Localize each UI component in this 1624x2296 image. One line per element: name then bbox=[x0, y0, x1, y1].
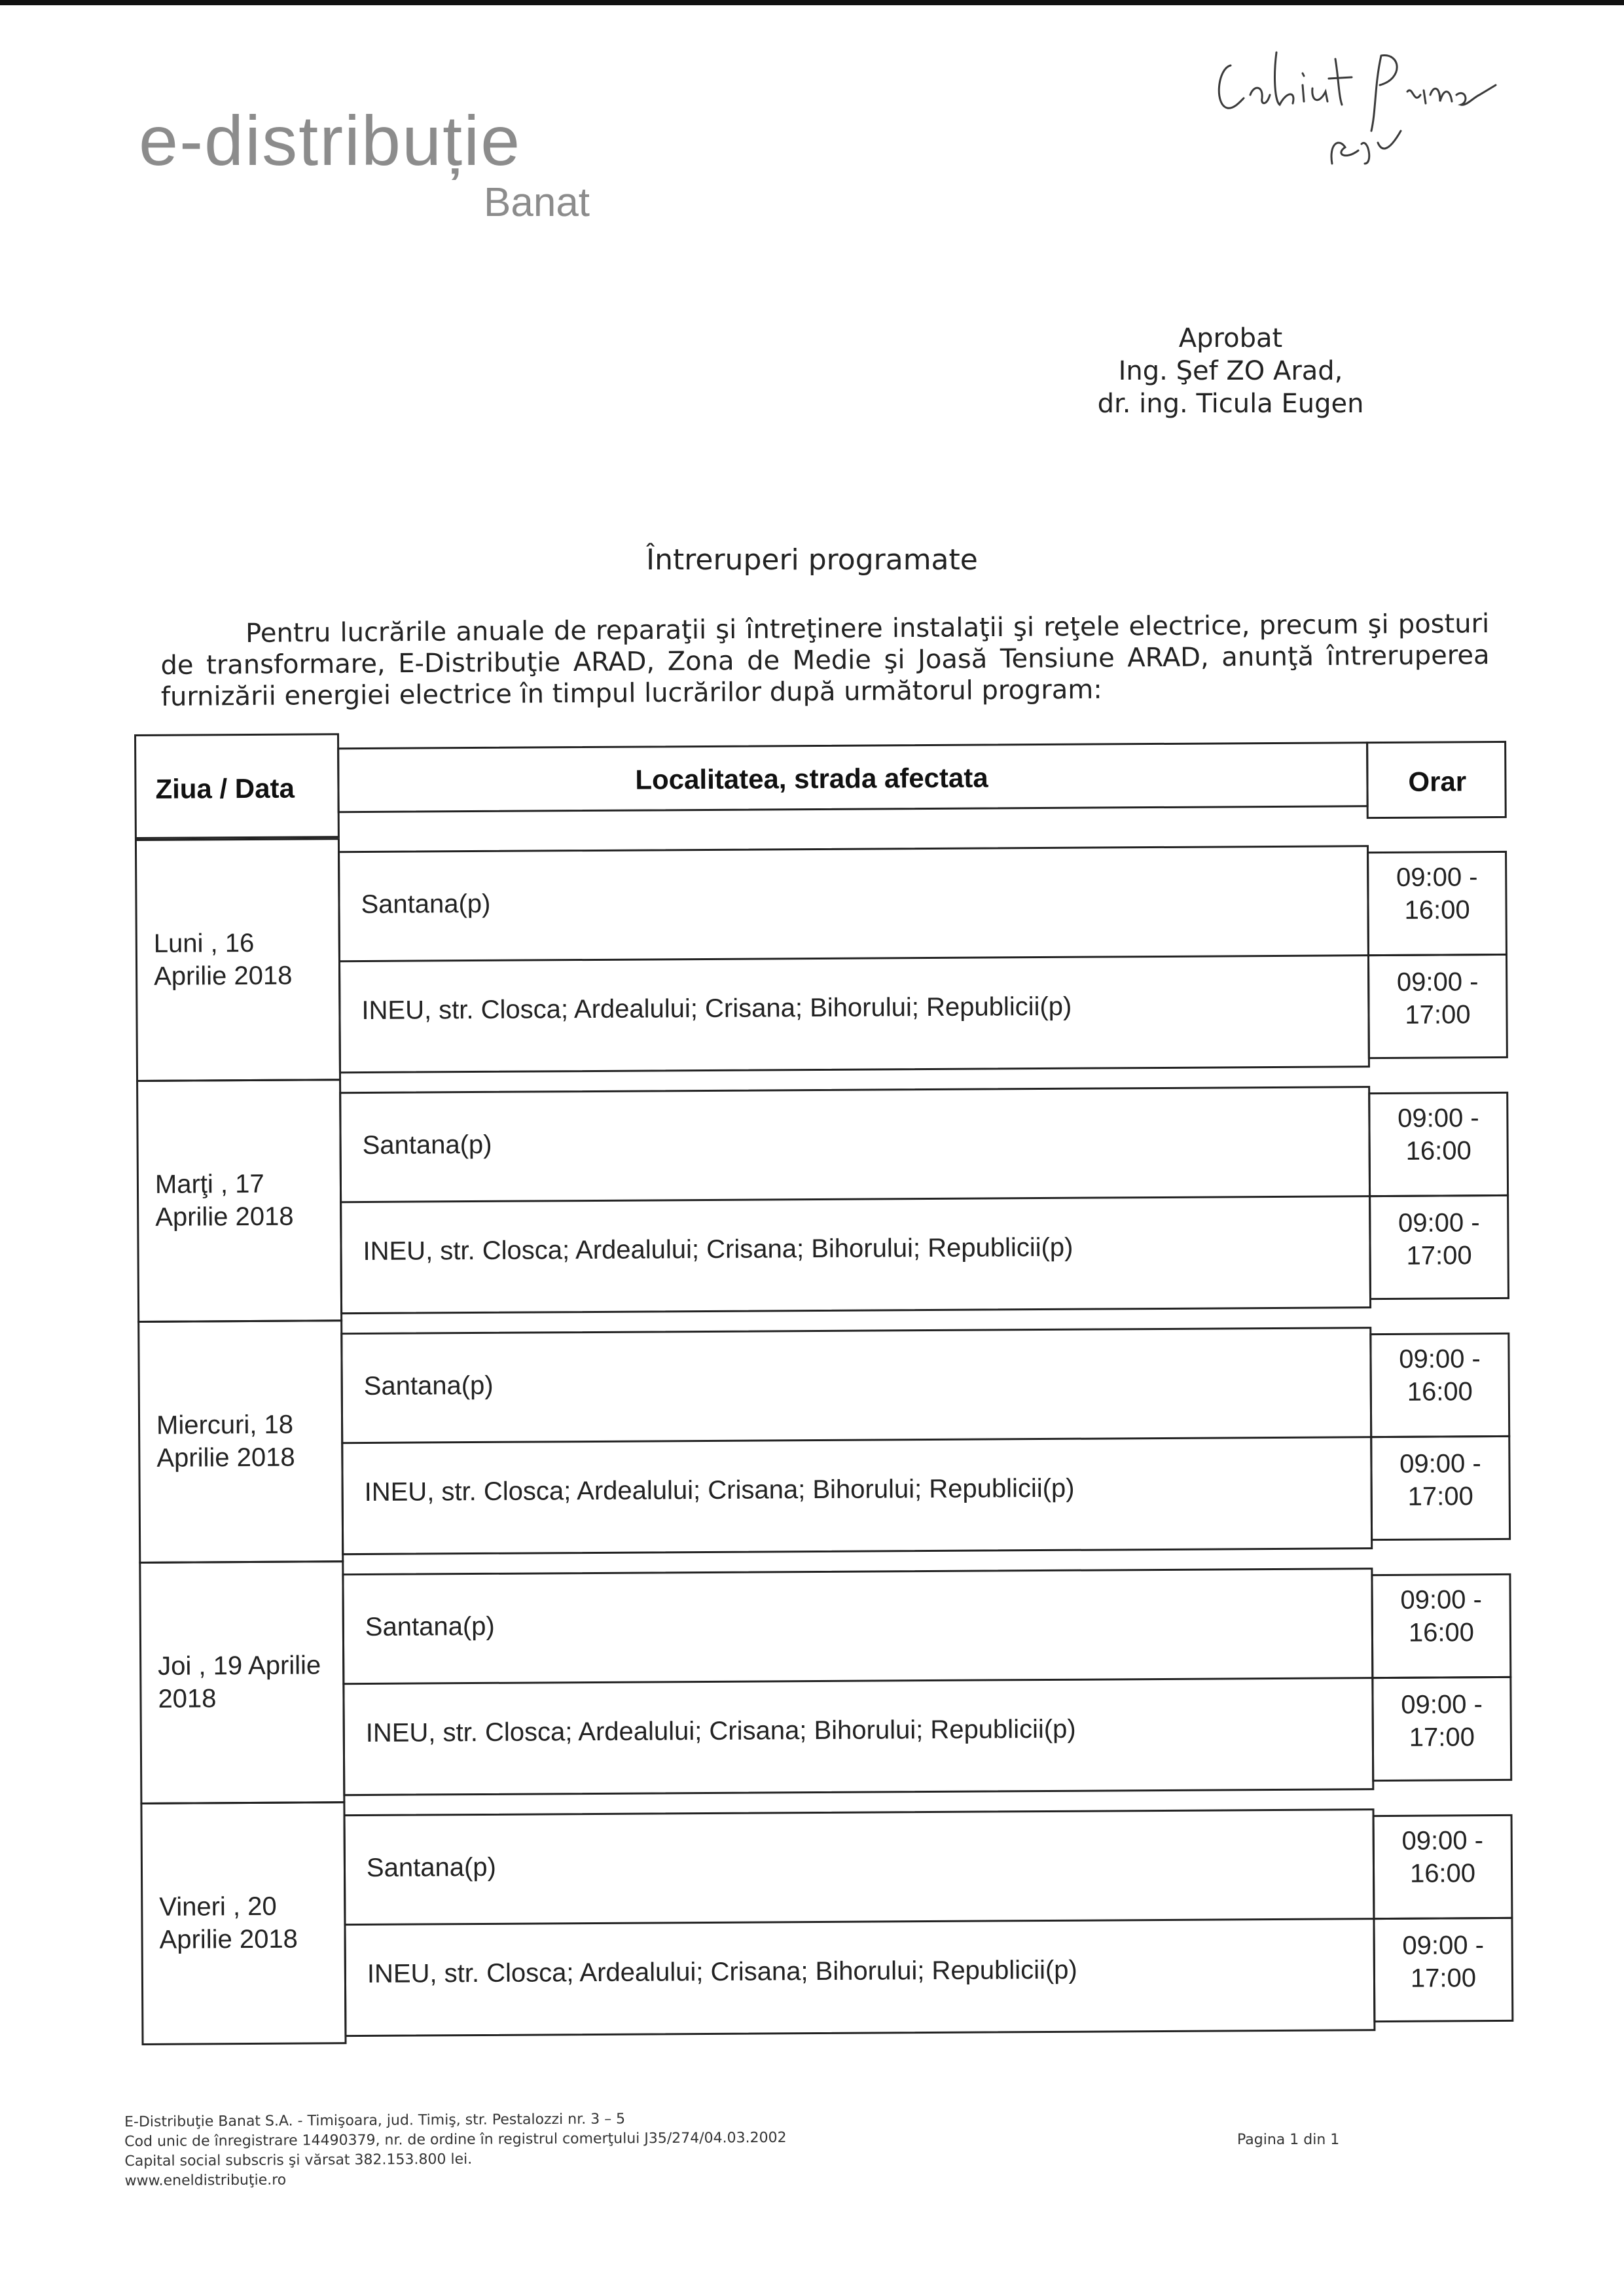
footer-website: www.eneldistribuţie.ro bbox=[124, 2172, 287, 2189]
location-text: INEU, str. Closca; Ardealului; Crisana; Bihorului; Republicii(p) bbox=[363, 1232, 1074, 1266]
page-number: Pagina 1 din 1 bbox=[1237, 2132, 1340, 2148]
approval-block bbox=[1021, 322, 1440, 420]
location-text: INEU, str. Closca; Ardealului; Crisana; Bihorului; Republicii(p) bbox=[364, 1473, 1075, 1507]
location-text: Santana(p) bbox=[366, 1852, 497, 1882]
footer-company-info bbox=[124, 2108, 976, 2191]
logo-wordmark: e-distribuție bbox=[139, 101, 522, 180]
time-end: 17:00 bbox=[1406, 1241, 1472, 1270]
header-location: Localitatea, strada afectata bbox=[635, 762, 988, 795]
company-logo bbox=[139, 98, 610, 236]
time-end: 17:00 bbox=[1407, 1482, 1473, 1511]
location-text: INEU, str. Closca; Ardealului; Crisana; Bihorului; Republicii(p) bbox=[365, 1714, 1076, 1748]
day-label-line: Luni , 16 bbox=[153, 928, 255, 958]
time-end: 17:00 bbox=[1410, 1964, 1477, 1993]
time-start: 09:00 - bbox=[1401, 1826, 1484, 1856]
day-label-line: Aprilie 2018 bbox=[156, 1443, 295, 1473]
location-text: Santana(p) bbox=[362, 1130, 492, 1160]
day-label-line: Aprilie 2018 bbox=[159, 1924, 298, 1954]
intro-paragraph: Pentru lucrările anuale de reparaţii şi întreţinere instalaţii şi reţele electrice, precum şi posturi de transformare, E-Distribuţie ARAD, Zona de Medie şi Joasă Tensiune ARAD, anunţă întreruperea furnizării energiei electrice în timpul lucrărilor după următorul program: bbox=[160, 609, 1490, 712]
footer-capital: Capital social subscris şi vărsat 382.153.800 lei. bbox=[124, 2151, 473, 2170]
approver-position: Ing. Şef ZO Arad, bbox=[1118, 356, 1343, 386]
time-start: 09:00 - bbox=[1398, 1103, 1479, 1133]
logo-region: Banat bbox=[484, 180, 590, 225]
location-text: Santana(p) bbox=[365, 1611, 495, 1641]
time-end: 16:00 bbox=[1404, 895, 1470, 925]
handwritten-note bbox=[1204, 33, 1499, 183]
scan-edge bbox=[0, 0, 1624, 5]
time-end: 17:00 bbox=[1409, 1723, 1475, 1752]
day-label-line: Vineri , 20 bbox=[159, 1892, 277, 1922]
day-label-line: Aprilie 2018 bbox=[154, 961, 293, 991]
time-start: 09:00 - bbox=[1399, 1344, 1481, 1374]
time-end: 16:00 bbox=[1407, 1377, 1473, 1407]
time-end: 17:00 bbox=[1405, 1000, 1471, 1030]
footer-address: E-Distribuţie Banat S.A. - Timişoara, jud. Timiş, str. Pestalozzi nr. 3 – 5 bbox=[124, 2111, 626, 2130]
time-end: 16:00 bbox=[1408, 1618, 1475, 1647]
time-start: 09:00 - bbox=[1402, 1931, 1485, 1960]
document-title: Întreruperi programate bbox=[646, 543, 978, 577]
time-start: 09:00 - bbox=[1396, 967, 1479, 997]
schedule-table bbox=[134, 726, 1514, 2051]
time-end: 16:00 bbox=[1409, 1859, 1476, 1888]
location-text: INEU, str. Closca; Ardealului; Crisana; Bihorului; Republicii(p) bbox=[361, 992, 1072, 1026]
time-start: 09:00 - bbox=[1401, 1690, 1483, 1719]
location-text: Santana(p) bbox=[363, 1371, 494, 1401]
time-start: 09:00 - bbox=[1398, 1208, 1480, 1238]
time-start: 09:00 - bbox=[1399, 1449, 1481, 1479]
day-label-line: Miercuri, 18 bbox=[156, 1410, 294, 1440]
footer-registration: Cod unic de înregistrare 14490379, nr. de ordine în registrul comerţului J35/274/04.03.2002 bbox=[124, 2129, 787, 2150]
day-label-line: Joi , 19 Aprilie bbox=[158, 1651, 321, 1681]
header-day: Ziua / Data bbox=[155, 772, 295, 804]
day-label-line: 2018 bbox=[158, 1684, 217, 1713]
header-schedule: Orar bbox=[1408, 766, 1467, 797]
time-end: 16:00 bbox=[1405, 1136, 1471, 1166]
day-label-line: Aprilie 2018 bbox=[155, 1202, 294, 1232]
approval-label: Aprobat bbox=[1178, 323, 1283, 353]
day-label-line: Marţi , 17 bbox=[154, 1169, 264, 1199]
location-text: Santana(p) bbox=[361, 889, 491, 920]
time-start: 09:00 - bbox=[1400, 1585, 1483, 1615]
approver-name: dr. ing. Ticula Eugen bbox=[1097, 389, 1364, 419]
time-start: 09:00 - bbox=[1396, 863, 1478, 892]
location-text: INEU, str. Closca; Ardealului; Crisana; Bihorului; Republicii(p) bbox=[367, 1955, 1077, 1988]
